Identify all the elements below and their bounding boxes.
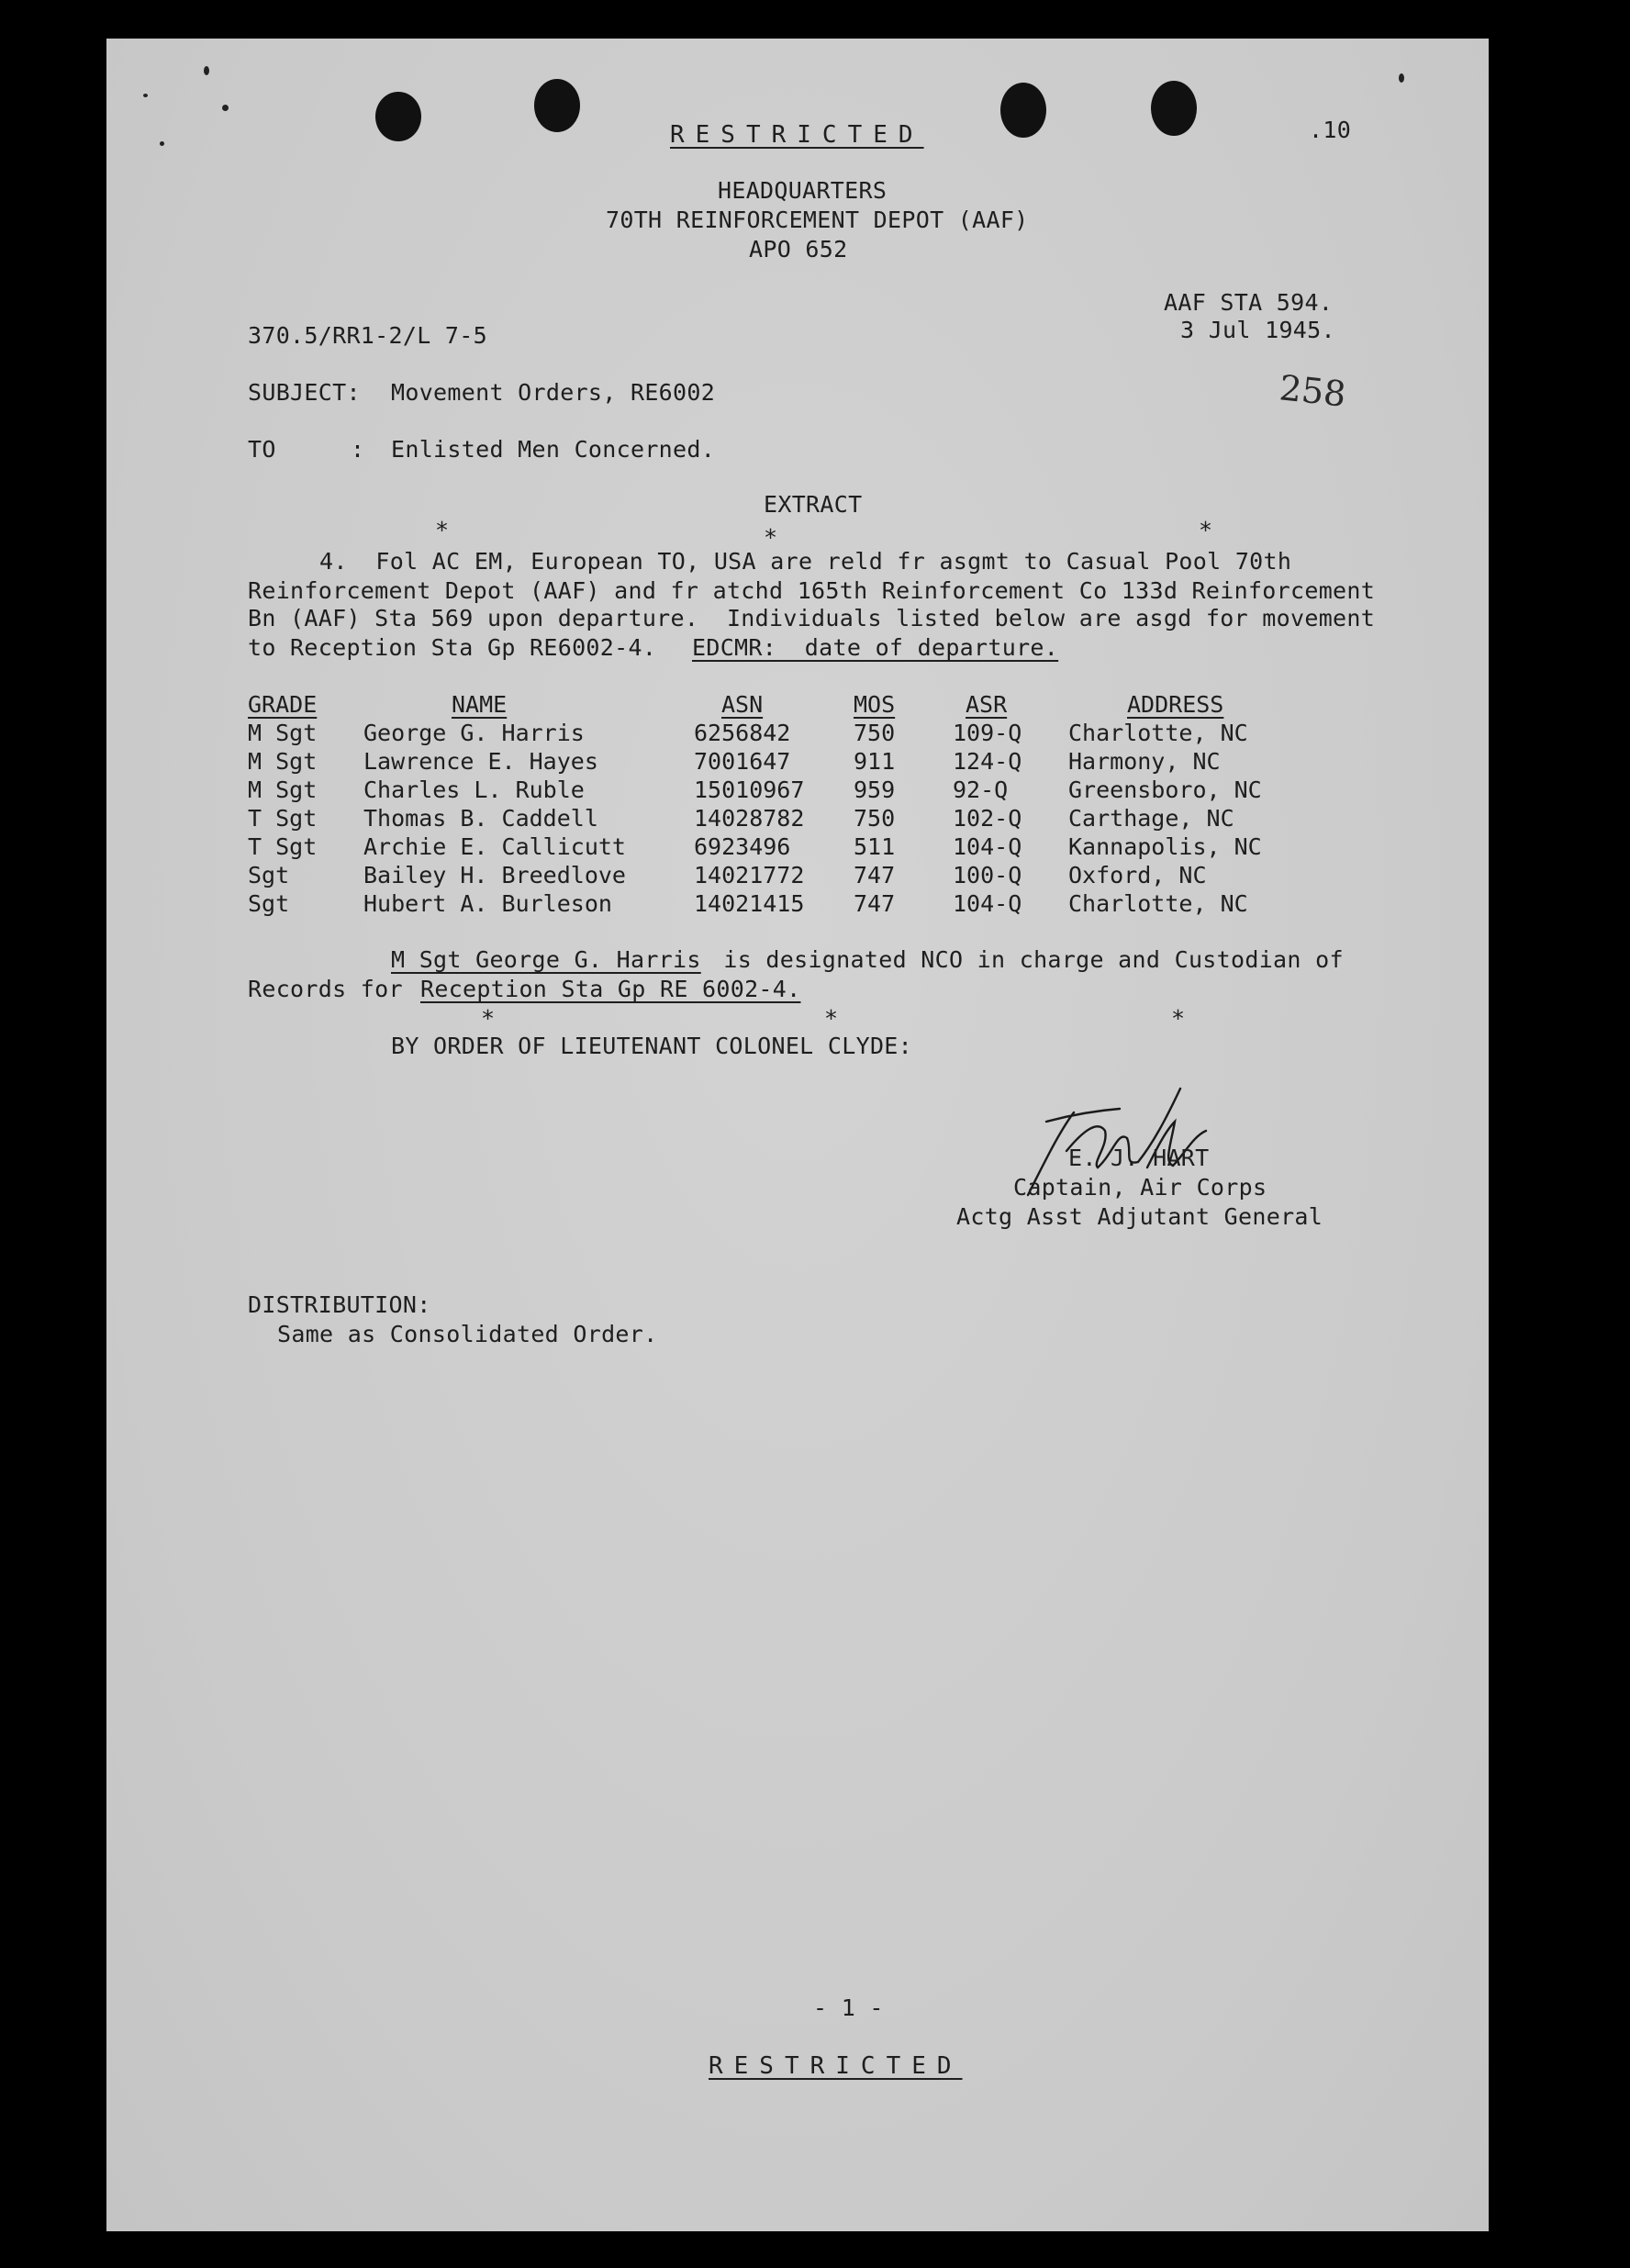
paragraph-line-4a: to Reception Sta Gp RE6002-4. [248,634,657,661]
table-cell: Carthage, NC [1068,805,1234,832]
hq-line-2: 70TH REINFORCEMENT DEPOT (AAF) [606,207,1029,233]
table-cell: Bailey H. Breedlove [363,862,626,888]
mos-header: MOS [854,691,896,718]
table-cell: 104-Q [953,890,1022,917]
by-order-line: BY ORDER OF LIEUTENANT COLONEL CLYDE: [391,1033,912,1059]
page-number: - 1 - [813,1994,884,2021]
table-cell: 511 [854,833,896,860]
table-cell: 100-Q [953,862,1022,888]
table-cell: Charlotte, NC [1068,720,1248,746]
address-header: ADDRESS [1127,691,1224,718]
extract-star: * [764,524,778,551]
nco-name: M Sgt George G. Harris [391,946,701,973]
table-cell: 15010967 [694,776,805,803]
station: AAF STA 594. [1164,289,1334,316]
speck [160,141,164,146]
speck [222,105,229,111]
paragraph-line-1: 4. Fol AC EM, European TO, USA are reld fr asgmt to Casual Pool 70th [319,548,1292,575]
extract-title: EXTRACT [764,491,863,518]
table-cell: 104-Q [953,833,1022,860]
signer-title: Actg Asst Adjutant General [956,1203,1323,1230]
asr-column [953,690,1022,918]
table-cell: Hubert A. Burleson [363,890,612,917]
to-value: Enlisted Men Concerned. [391,436,716,463]
table-cell: M Sgt [248,776,318,803]
classification-top: RESTRICTED [670,121,924,149]
asr-header: ASR [966,691,1008,718]
handwritten-number: 258 [1277,367,1348,415]
distribution-value: Same as Consolidated Order. [277,1321,658,1347]
to-label: TO [248,436,276,463]
table-cell: 911 [854,748,896,775]
subject-label: SUBJECT: [248,379,361,406]
table-cell: 747 [854,862,896,888]
asn-header: ASN [721,691,764,718]
table-cell: 6923496 [694,833,791,860]
table-cell: Sgt [248,890,290,917]
table-cell: 124-Q [953,748,1022,775]
table-cell: 7001647 [694,748,791,775]
table-cell: Charlotte, NC [1068,890,1248,917]
table-cell: Charles L. Ruble [363,776,585,803]
table-cell: 750 [854,720,896,746]
table-cell: 92-Q [953,776,1009,803]
punch-hole [1000,83,1046,138]
table-cell: George G. Harris [363,720,585,746]
table-cell: 14028782 [694,805,805,832]
table-cell: Kannapolis, NC [1068,833,1262,860]
to-colon: : [351,436,365,463]
asn-column [694,690,804,918]
table-cell: 6256842 [694,720,791,746]
table-cell: Oxford, NC [1068,862,1207,888]
extract-star: * [481,1005,496,1032]
hq-line-3: APO 652 [749,236,848,263]
table-cell: Archie E. Callicutt [363,833,626,860]
table-cell: Harmony, NC [1068,748,1221,775]
document-page [106,39,1489,2231]
extract-star: * [435,517,450,543]
table-cell: Thomas B. Caddell [363,805,598,832]
table-cell: T Sgt [248,805,318,832]
table-cell: 959 [854,776,896,803]
speck [143,94,148,97]
edcmr-note: EDCMR: date of departure. [692,634,1059,661]
page-marker: .10 [1309,117,1352,143]
table-cell: 102-Q [953,805,1022,832]
signer-name: E. J. HART [1068,1145,1210,1171]
punch-hole [534,79,580,132]
order-date: 3 Jul 1945. [1180,317,1335,343]
table-cell: M Sgt [248,720,318,746]
address-column [1068,690,1262,918]
hq-line-1: HEADQUARTERS [718,177,888,204]
table-cell: M Sgt [248,748,318,775]
table-cell: 109-Q [953,720,1022,746]
grade-column [248,690,317,918]
grade-header: GRADE [248,691,318,718]
table-cell: Sgt [248,862,290,888]
punch-hole [1151,81,1197,136]
table-cell: 747 [854,890,896,917]
table-cell: Greensboro, NC [1068,776,1262,803]
extract-star: * [1199,517,1213,543]
distribution-label: DISTRIBUTION: [248,1291,431,1318]
table-cell: T Sgt [248,833,318,860]
table-cell: 750 [854,805,896,832]
table-cell: Lawrence E. Hayes [363,748,598,775]
punch-hole [375,92,421,141]
nco-text-2: Records for [248,976,418,1002]
classification-bottom: RESTRICTED [709,2052,963,2080]
name-column [363,690,626,918]
nco-reception: Reception Sta Gp RE 6002-4. [420,976,801,1002]
paragraph-line-3: Bn (AAF) Sta 569 upon departure. Individuals listed below are asgd for movement [248,605,1376,631]
paragraph-line-2: Reinforcement Depot (AAF) and fr atchd 165th Reinforcement Co 133d Reinforcement [248,577,1376,604]
speck [1399,73,1404,83]
subject-value: Movement Orders, RE6002 [391,379,716,406]
file-reference: 370.5/RR1-2/L 7-5 [248,322,487,349]
nco-text-1: is designated NCO in charge and Custodian of [709,946,1344,973]
table-cell: 14021415 [694,890,805,917]
name-header: NAME [452,691,508,718]
signer-rank: Captain, Air Corps [1013,1174,1267,1201]
extract-star: * [1171,1005,1186,1032]
extract-star: * [824,1005,839,1032]
speck [204,66,209,75]
table-cell: 14021772 [694,862,805,888]
mos-column [854,690,895,918]
